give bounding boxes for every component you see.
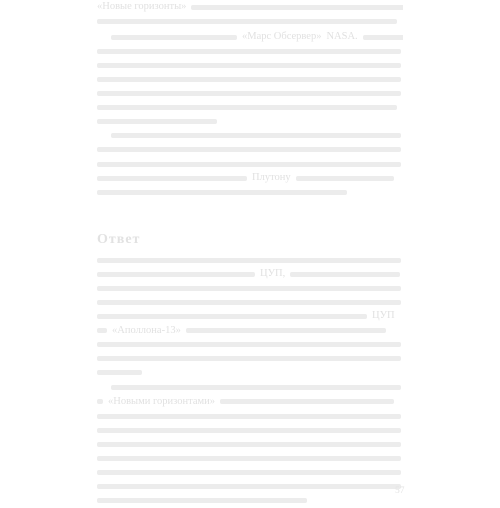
- text-fragment: «Новые горизонты»: [97, 1, 187, 13]
- text-line: [97, 267, 403, 281]
- text-line-fill: [97, 49, 401, 54]
- text-line: [97, 0, 403, 14]
- text-line: [97, 185, 403, 199]
- text-line: [97, 409, 403, 423]
- text-line-fill: [97, 105, 397, 110]
- text-line-fill: [97, 470, 401, 475]
- text-fragment: ЦУП,: [260, 268, 286, 280]
- text-line-fill: [111, 385, 401, 390]
- text-line: [97, 366, 403, 380]
- text-line: [97, 352, 403, 366]
- text-line-fill: [97, 484, 401, 489]
- text-line-fill: [111, 35, 237, 40]
- text-fragment: «Новыми горизонтами»: [108, 395, 215, 407]
- text-line-fill: [97, 119, 217, 124]
- text-line: [97, 157, 403, 171]
- text-line: [97, 281, 403, 295]
- text-line-fill: [97, 272, 255, 277]
- text-line-fill: [191, 5, 403, 10]
- text-block-top: [97, 0, 403, 199]
- text-fragment: «Аполлона-13»: [112, 324, 181, 336]
- text-line-fill: [97, 176, 247, 181]
- text-line-fill: [97, 356, 401, 361]
- text-line-fill: [186, 328, 386, 333]
- text-line-fill: [97, 342, 401, 347]
- text-line: [97, 44, 403, 58]
- text-fragment: Плутону: [252, 172, 291, 184]
- text-line-fill: [97, 190, 347, 195]
- text-line: [97, 323, 403, 337]
- text-line-fill: [97, 91, 401, 96]
- text-line-fill: [97, 162, 401, 167]
- text-line: [97, 423, 403, 437]
- text-line: [97, 115, 403, 129]
- text-line-fill: [97, 498, 307, 503]
- text-line: [97, 465, 403, 479]
- text-line-fill: [111, 133, 401, 138]
- text-line: [97, 101, 403, 115]
- page-number: 57: [395, 486, 405, 496]
- text-line: [97, 72, 403, 86]
- text-fragment: ЦУП: [372, 310, 395, 322]
- text-line-fill: [296, 176, 394, 181]
- text-fragment: «Марс Обсервер»: [242, 31, 322, 43]
- text-line: [97, 395, 403, 409]
- text-line-fill: [97, 456, 401, 461]
- text-line-fill: [97, 63, 401, 68]
- text-line-fill: [97, 286, 401, 291]
- text-line: [97, 338, 403, 352]
- text-line-fill: [97, 147, 401, 152]
- text-line: [97, 451, 403, 465]
- text-line: [97, 295, 403, 309]
- text-line-fill: [220, 399, 394, 404]
- text-line: [97, 494, 403, 508]
- text-line-fill: [97, 314, 367, 319]
- text-line-fill: [97, 328, 107, 333]
- text-line: [97, 309, 403, 323]
- text-line: [97, 437, 403, 451]
- text-line-fill: [97, 370, 142, 375]
- text-line: [97, 58, 403, 72]
- text-line-fill: [363, 35, 403, 40]
- text-line-fill: [97, 414, 401, 419]
- text-line-fill: [97, 19, 397, 24]
- text-fragment: NASA.: [326, 31, 358, 43]
- text-line-fill: [97, 442, 401, 447]
- text-line: [97, 129, 403, 143]
- text-line: [97, 143, 403, 157]
- text-line-fill: [290, 272, 400, 277]
- text-line: [97, 87, 403, 101]
- text-line: [97, 14, 403, 28]
- text-line-fill: [97, 258, 401, 263]
- text-line-fill: [97, 300, 401, 305]
- text-line: [97, 381, 403, 395]
- section-title: Ответ: [97, 232, 141, 247]
- text-line-fill: [97, 428, 401, 433]
- text-line: [97, 30, 403, 44]
- text-block-bottom: [97, 253, 403, 508]
- text-line-fill: [97, 399, 103, 404]
- text-line: [97, 171, 403, 185]
- text-line-fill: [97, 77, 401, 82]
- text-line: [97, 253, 403, 267]
- text-line: [97, 480, 403, 494]
